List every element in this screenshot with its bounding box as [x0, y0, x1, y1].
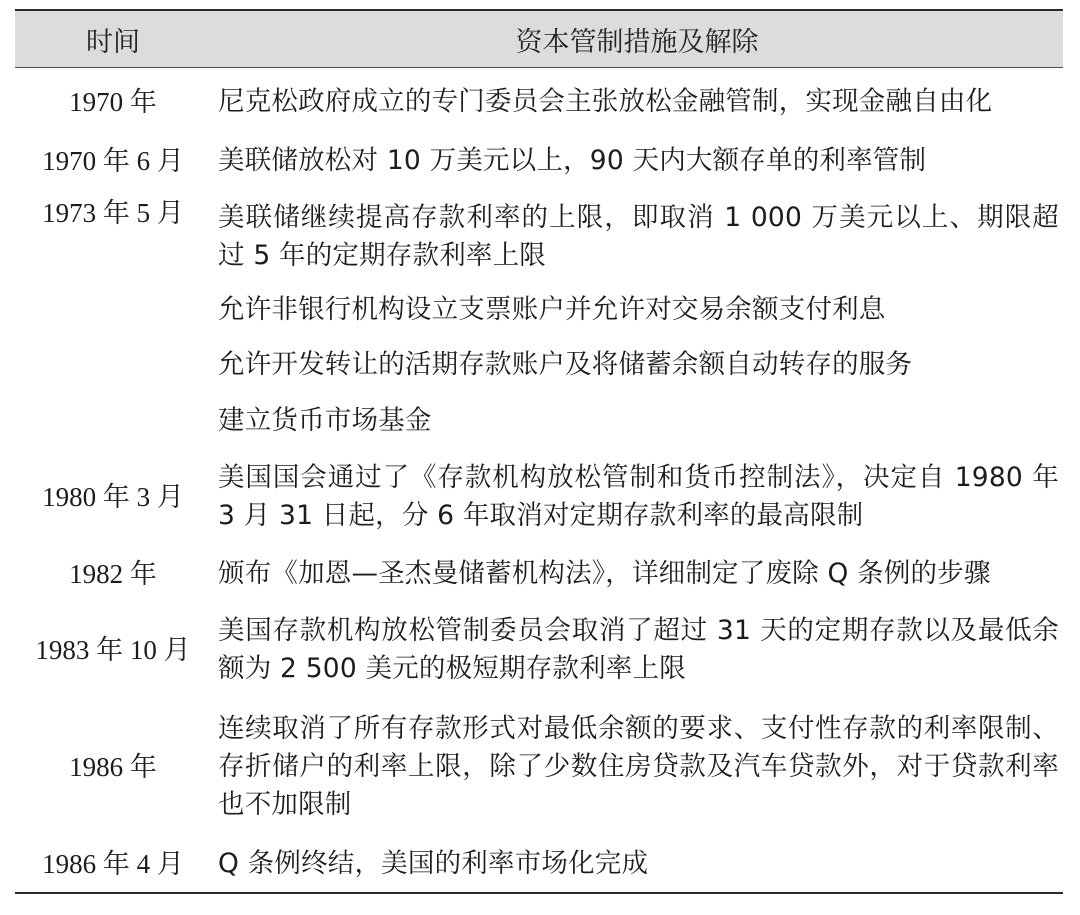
table-row	[15, 336, 1063, 394]
table-row	[15, 284, 1063, 336]
table-header	[15, 10, 1063, 68]
time-cell: 1973 年 5 月	[42, 198, 184, 228]
column-header-measures: 资本管制措施及解除	[211, 10, 1063, 68]
measure-cell: Q 条例终结，美国的利率市场化完成	[211, 836, 1063, 893]
measure-cell: 建立货币市场基金	[218, 405, 432, 436]
time-cell: 1986 年 4 月	[15, 836, 211, 893]
table-row	[15, 546, 1063, 602]
measure-cell: 美联储放松对 10 万美元以上，90 天内大额存单的利率管制	[218, 145, 927, 176]
measure-cell: 允许非银行机构设立支票账户并允许对交易余额支付利息	[218, 294, 886, 325]
column-header-time: 时间	[15, 10, 211, 68]
time-cell: 1983 年 10 月	[35, 635, 191, 665]
measure-cell: 美国存款机构放松管制委员会取消了超过 31 天的定期存款以及最低余额为 2 500 美元的极短期存款利率上限	[218, 615, 1059, 684]
time-cell: 1982 年	[69, 559, 157, 589]
table-row	[15, 132, 1063, 190]
time-cell	[15, 394, 211, 448]
table-row	[15, 68, 1063, 133]
measure-cell: 颁布《加恩—圣杰曼储蓄机构法》，详细制定了废除 Q 条例的步骤	[218, 558, 991, 589]
measure-cell: 尼克松政府成立的专门委员会主张放松金融管制，实现金融自由化	[218, 86, 993, 117]
time-cell: 1980 年 3 月	[42, 482, 184, 512]
time-cell	[15, 336, 211, 394]
table-row	[15, 394, 1063, 448]
time-cell	[15, 284, 211, 336]
table-row	[15, 698, 1063, 836]
table-body	[15, 68, 1063, 894]
measure-cell: 允许开发转让的活期存款账户及将储蓄余额自动转存的服务	[218, 349, 913, 380]
header-row	[15, 10, 1063, 68]
time-cell: 1970 年	[69, 87, 157, 117]
table-row	[15, 602, 1063, 698]
capital-control-table-container	[15, 9, 1063, 894]
time-cell: 1986 年	[69, 752, 157, 782]
table-row	[15, 448, 1063, 546]
measure-cell: 连续取消了所有存款形式对最低余额的要求、支付性存款的利率限制、存折储户的利率上限，除了少数住房贷款及汽车贷款外，对于贷款利率也不加限制	[218, 713, 1059, 820]
capital-control-table	[15, 9, 1063, 894]
table-row	[15, 190, 1063, 284]
measure-cell: 美联储继续提高存款利率的上限，即取消 1 000 万美元以上、期限超过 5 年的定期存款利率上限	[218, 202, 1059, 271]
measure-cell: 美国国会通过了《存款机构放松管制和货币控制法》，决定自 1980 年 3 月 31 日起，分 6 年取消对定期存款利率的最高限制	[218, 462, 1059, 531]
time-cell: 1970 年 6 月	[42, 146, 184, 176]
table-row	[15, 836, 1063, 893]
